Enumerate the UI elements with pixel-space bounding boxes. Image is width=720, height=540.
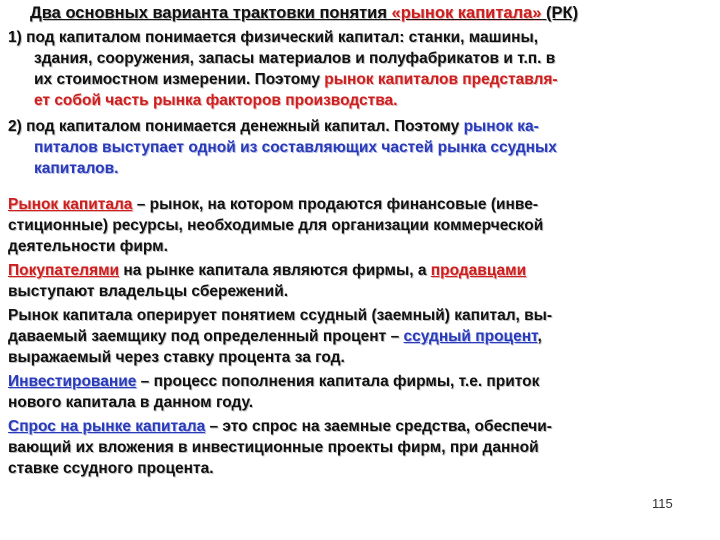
invest-line2: нового капитала в данном году. xyxy=(8,394,254,411)
market-def-rest: – рынок, на котором продаются финансовые (инве- xyxy=(132,196,538,213)
term-investment: Инвестирование xyxy=(8,373,137,390)
market-def-line1 xyxy=(8,194,708,215)
term-loan-interest: ссудный процент xyxy=(403,328,538,345)
title-prefix: Два основных варианта трактовки понятия xyxy=(30,4,392,22)
loan-line2-plain: даваемый заемщику под определенный процент – xyxy=(8,328,404,345)
item-money-capital xyxy=(8,116,708,179)
definitions-block xyxy=(8,194,708,479)
item2-line1-plain: 2) под капиталом понимается денежный капитал. Поэтому xyxy=(8,118,464,135)
term-buyers: Покупателями xyxy=(8,262,120,279)
item1-line3 xyxy=(8,69,708,90)
item1-line3-plain: их стоимостном измерении. Поэтому xyxy=(34,71,325,88)
title-highlight: «рынок капитала» xyxy=(391,4,542,22)
item1-line1: 1) под капиталом понимается физический капитал: станки, машины, xyxy=(8,29,538,46)
item1-line4: ет собой часть рынка факторов производства. xyxy=(34,92,398,109)
slide-number: 115 xyxy=(652,496,673,511)
term-sellers: продавцами xyxy=(430,262,527,279)
demand-line1-rest: – это спрос на заемные средства, обеспечи- xyxy=(205,418,552,435)
buyers-mid: на рынке капитала являются фирмы, а xyxy=(119,262,431,279)
loan-line2 xyxy=(8,326,708,347)
loan-line3: выражаемый через ставку процента за год. xyxy=(8,349,345,366)
item1-line3-red: рынок капиталов представля- xyxy=(324,71,558,88)
loan-line2-end: , xyxy=(537,328,542,345)
slide-title xyxy=(30,3,700,23)
item-physical-capital xyxy=(8,27,708,111)
demand-line3: ставке ссудного процента. xyxy=(8,460,214,477)
item2-line1-blue: рынок ка- xyxy=(463,118,539,135)
term-capital-market: Рынок капитала xyxy=(8,196,133,213)
title-suffix: (РК) xyxy=(541,4,579,22)
invest-line1-rest: – процесс пополнения капитала фирмы, т.е. приток xyxy=(136,373,540,390)
invest-line1 xyxy=(8,371,708,392)
demand-line1 xyxy=(8,416,708,437)
item2-line1 xyxy=(8,116,708,137)
item2-line2: питалов выступает одной из составляющих частей рынка ссудных xyxy=(34,139,557,156)
demand-line2: вающий их вложения в инвестиционные проекты фирм, при данной xyxy=(8,439,539,456)
term-demand: Спрос на рынке капитала xyxy=(8,418,206,435)
buyers-line1 xyxy=(8,260,708,281)
buyers-line2: выступают владельцы сбережений. xyxy=(8,283,289,300)
loan-line1: Рынок капитала оперирует понятием ссудный (заемный) капитал, вы- xyxy=(8,307,553,324)
market-def-line3: деятельности фирм. xyxy=(8,238,168,255)
market-def-line2: стиционные) ресурсы, необходимые для организации коммерческой xyxy=(8,217,544,234)
item1-line2: здания, сооружения, запасы материалов и полуфабрикатов и т.п. в xyxy=(34,50,556,67)
item2-line3: капиталов. xyxy=(34,160,119,177)
